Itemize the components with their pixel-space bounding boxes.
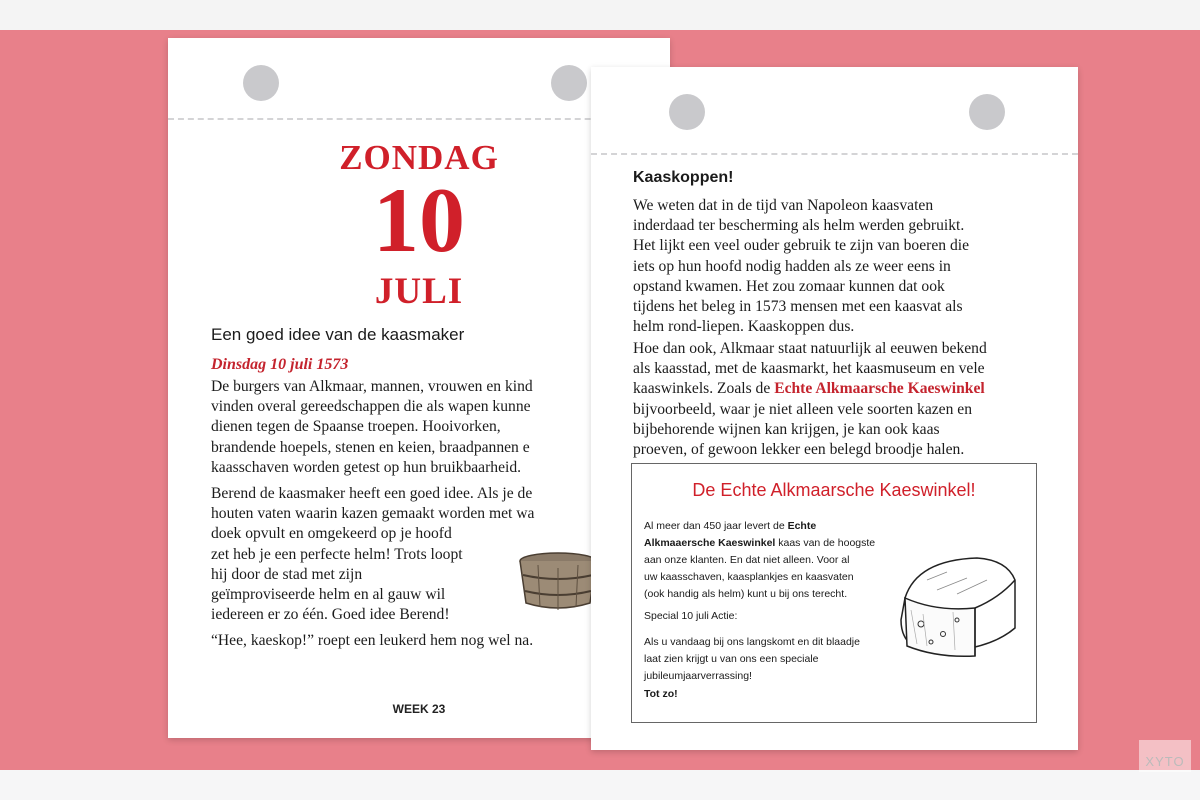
text-line: Als u vandaag bij ons langskomt en dit blaadje <box>644 636 860 648</box>
punch-hole-right <box>551 65 587 101</box>
text-line: doek opvult en omgekeerd op je hoofd <box>211 525 452 543</box>
text-line: We weten dat in de tijd van Napoleon kaasvaten <box>633 197 934 214</box>
watermark-logo: XYTO <box>1139 740 1191 772</box>
text-line: helm rond-liepen. Kaaskoppen dus. <box>633 318 855 336</box>
text-line: aan onze klanten. En dat niet alleen. Voor al <box>644 554 850 566</box>
text-line <box>644 518 875 535</box>
week-label: WEEK 23 <box>392 702 446 716</box>
text-line: opstand kwamen. Het zou zomaar kunnen dat ook <box>633 277 945 295</box>
cheese-wedge-illustration <box>887 550 1022 670</box>
text-line: Het lijkt een veel ouder gebruik te zijn van boeren die <box>633 237 970 255</box>
text-line: (ook handig als helm) kunt u bij ons terecht. <box>644 588 848 600</box>
text-fragment: Al meer dan 450 jaar levert de <box>644 520 788 532</box>
bold-fragment: Echte <box>787 520 817 532</box>
text-line: zet heb je een perfecte helm! Trots loopt <box>211 545 463 563</box>
text-line: Berend de kaasmaker heeft een goed idee. Als je de <box>211 485 533 502</box>
text-line: iedereen er zo één. Goed idee Berend! <box>211 606 450 624</box>
perforation-line <box>591 153 1078 155</box>
bold-fragment: Alkmaaersche Kaeswinkel <box>644 537 776 549</box>
bottom-strip <box>0 770 1200 800</box>
right-heading: Kaaskoppen! <box>633 169 734 186</box>
punch-hole-right <box>969 94 1005 130</box>
text-fragment: kaas van de hoogste <box>775 537 876 549</box>
ad-intro <box>644 518 875 603</box>
text-line <box>644 535 875 552</box>
text-line: vinden overal gereedschappen die als wapen kunne <box>211 398 531 416</box>
text-line: iets op hun hoofd nodig hadden als ze weer eens in <box>633 257 951 275</box>
text-line: bijvoorbeeld, waar je niet alleen vele soorten kazen en <box>633 400 973 418</box>
text-line: hij door de stad met zijn <box>211 565 363 583</box>
text-line: brandende hoepels, stenen en keien, braadpannen e <box>211 438 530 456</box>
day-number: 10 <box>373 169 465 271</box>
text-line: geïmproviseerde helm en al gauw wil <box>211 585 446 603</box>
historic-date: Dinsdag 10 juli 1573 <box>211 356 349 373</box>
text-line: proeven, of gewoon lekker een belegd broodje halen. <box>633 440 965 458</box>
text-line: jubileumjaarverrassing! <box>644 670 752 682</box>
text-line: kaasschaven worden getest op hun bruikbaarheid. <box>211 458 522 476</box>
text-line-with-link <box>633 379 987 399</box>
quote-line: “Hee, kaeskop!” roept een leukerd hem nog wel na. <box>211 632 534 649</box>
text-line: inderdaad ter bescherming als helm werden gebruikt. <box>633 217 965 235</box>
left-paragraph-1 <box>211 377 533 478</box>
ad-action <box>644 634 860 685</box>
ad-closing: Tot zo! <box>644 688 678 700</box>
shop-name-highlight: Echte Alkmaarsche Kaeswinkel <box>774 380 985 398</box>
text-line: laat zien krijgt u van ons een speciale <box>644 653 819 665</box>
text-fragment: kaaswinkels. Zoals de <box>633 380 775 398</box>
ad-special: Special 10 juli Actie: <box>644 610 738 622</box>
cheese-barrel-illustration <box>518 551 598 613</box>
right-paragraph-1 <box>633 196 969 337</box>
text-line: bijbehorende wijnen kan krijgen, je kan ook kaas <box>633 420 940 438</box>
right-paragraph-2 <box>633 339 987 460</box>
text-line: als kaasstad, met de kaasmarkt, het kaasmuseum en vele <box>633 360 985 378</box>
text-line: tijdens het beleg in 1573 mensen met een kaasvat als <box>633 297 963 315</box>
text-line: uw kaasschaven, kaasplankjes en kaasvaten <box>644 571 854 583</box>
punch-hole-left <box>669 94 705 130</box>
left-heading: Een goed idee van de kaasmaker <box>211 325 465 344</box>
advertisement-box <box>631 463 1037 723</box>
month-name: JULI <box>374 271 464 312</box>
text-line: Hoe dan ook, Alkmaar staat natuurlijk al eeuwen bekend <box>633 340 987 357</box>
text-line: dienen tegen de Spaanse troepen. Hooivorken, <box>211 418 501 436</box>
left-paragraph-2 <box>211 484 534 625</box>
punch-hole-left <box>243 65 279 101</box>
text-line: houten vaten waarin kazen gemaakt worden met wa <box>211 505 535 523</box>
day-name: ZONDAG <box>339 138 499 177</box>
ad-title: De Echte Alkmaarsche Kaeswinkel! <box>692 480 976 500</box>
text-line: De burgers van Alkmaar, mannen, vrouwen en kind <box>211 378 533 395</box>
calendar-page-right <box>591 67 1078 750</box>
